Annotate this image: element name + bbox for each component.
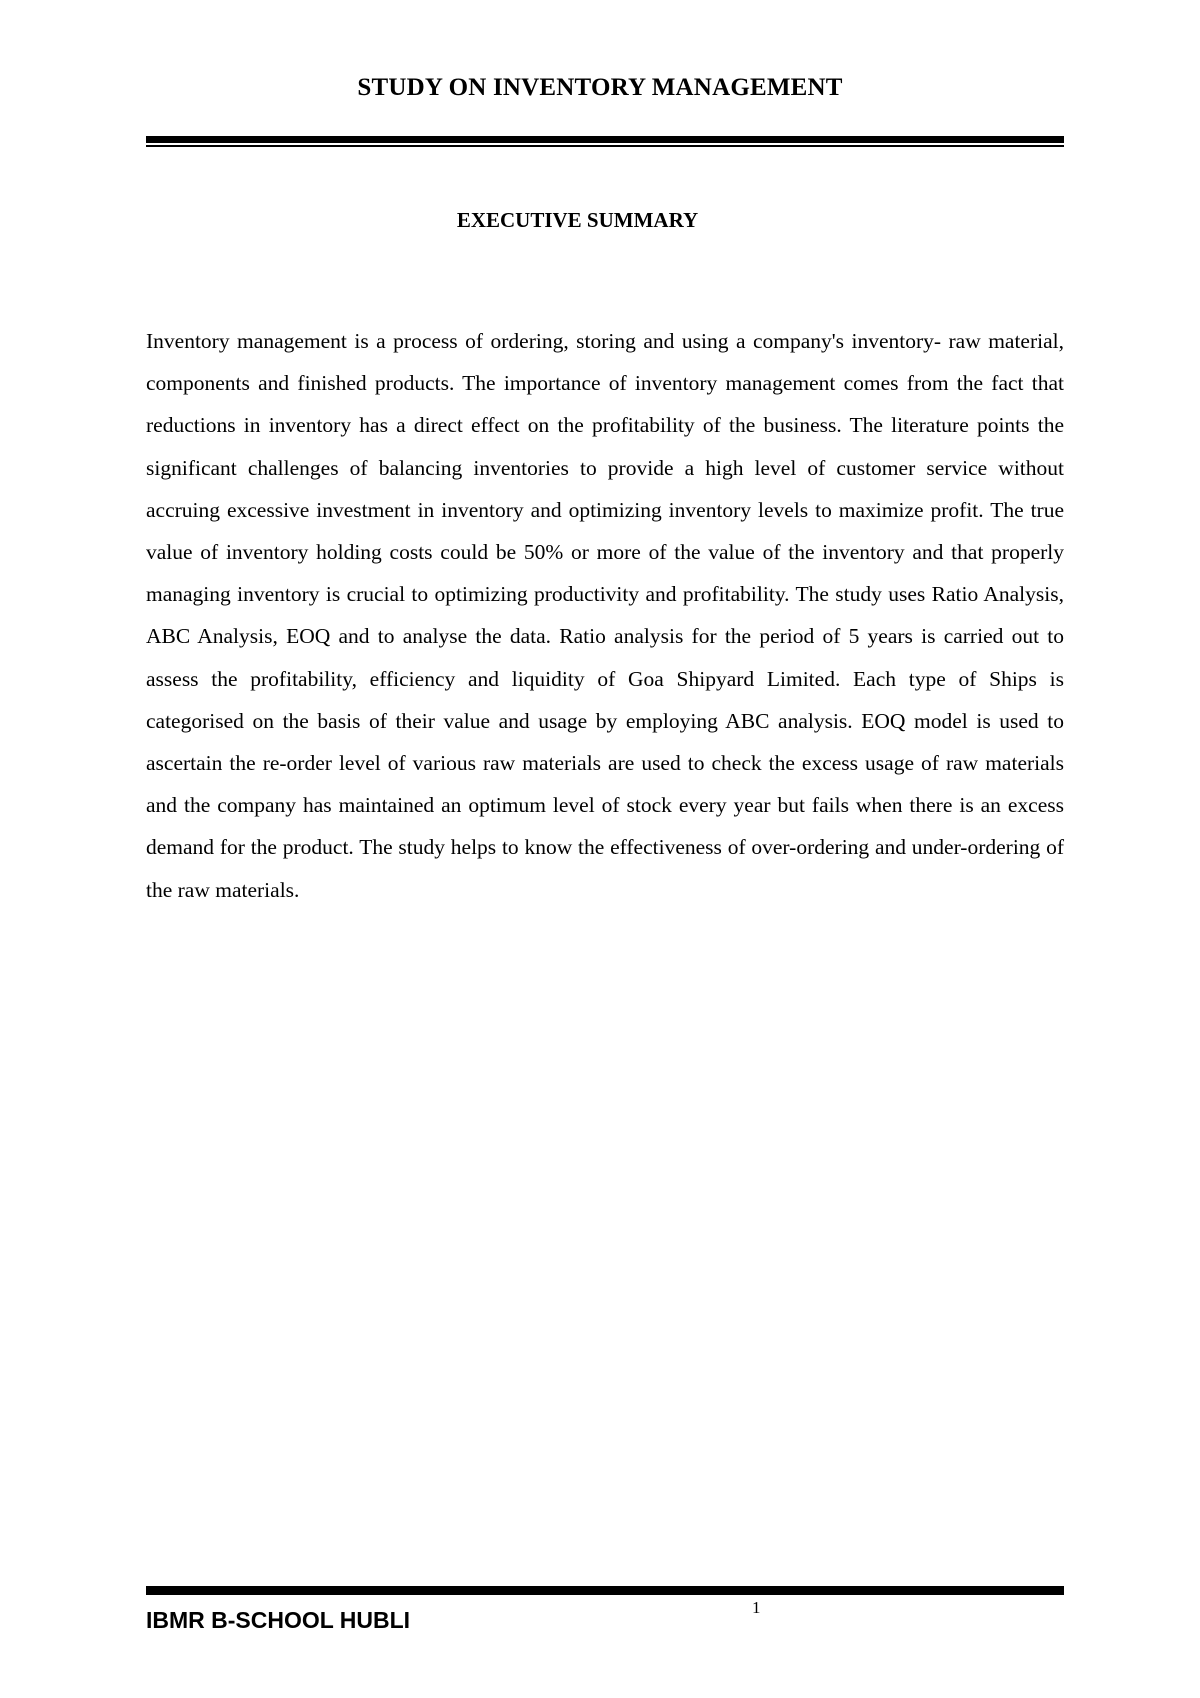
page-number: 1 (752, 1598, 761, 1617)
header-divider-thick (146, 136, 1064, 143)
footer-institution: IBMR B-SCHOOL HUBLI (146, 1607, 411, 1633)
section-title: EXECUTIVE SUMMARY (456, 208, 699, 232)
header-divider-thin (146, 145, 1064, 147)
summary-paragraph: Inventory management is a process of ordering, storing and using a company's inventory- raw material, components and finished products. The importance of inventory management comes from the fact that reductions in inventory has a direct effect on the profitability of the business. The literature points the significant challenges of balancing inventories to provide a high level of customer service without accruing excessive investment in inventory and optimizing inventory levels to maximize profit. The true value of inventory holding costs could be 50% or more of the value of the inventory and that properly managing inventory is crucial to optimizing productivity and profitability. The study uses Ratio Analysis, ABC Analysis, EOQ and to analyse the data. Ratio analysis for the period of 5 years is carried out to assess the profitability, efficiency and liquidity of Goa Shipyard Limited. Each type of Ships is categorised on the basis of their value and usage by employing ABC analysis. EOQ model is used to ascertain the re-order level of various raw materials are used to check the excess usage of raw materials and the company has maintained an optimum level of stock every year but fails when there is an excess demand for the product. The study helps to know the effectiveness of over-ordering and under-ordering of the raw materials. (146, 329, 1064, 902)
page-header-title: STUDY ON INVENTORY MANAGEMENT (357, 74, 843, 101)
footer-divider (146, 1586, 1064, 1595)
